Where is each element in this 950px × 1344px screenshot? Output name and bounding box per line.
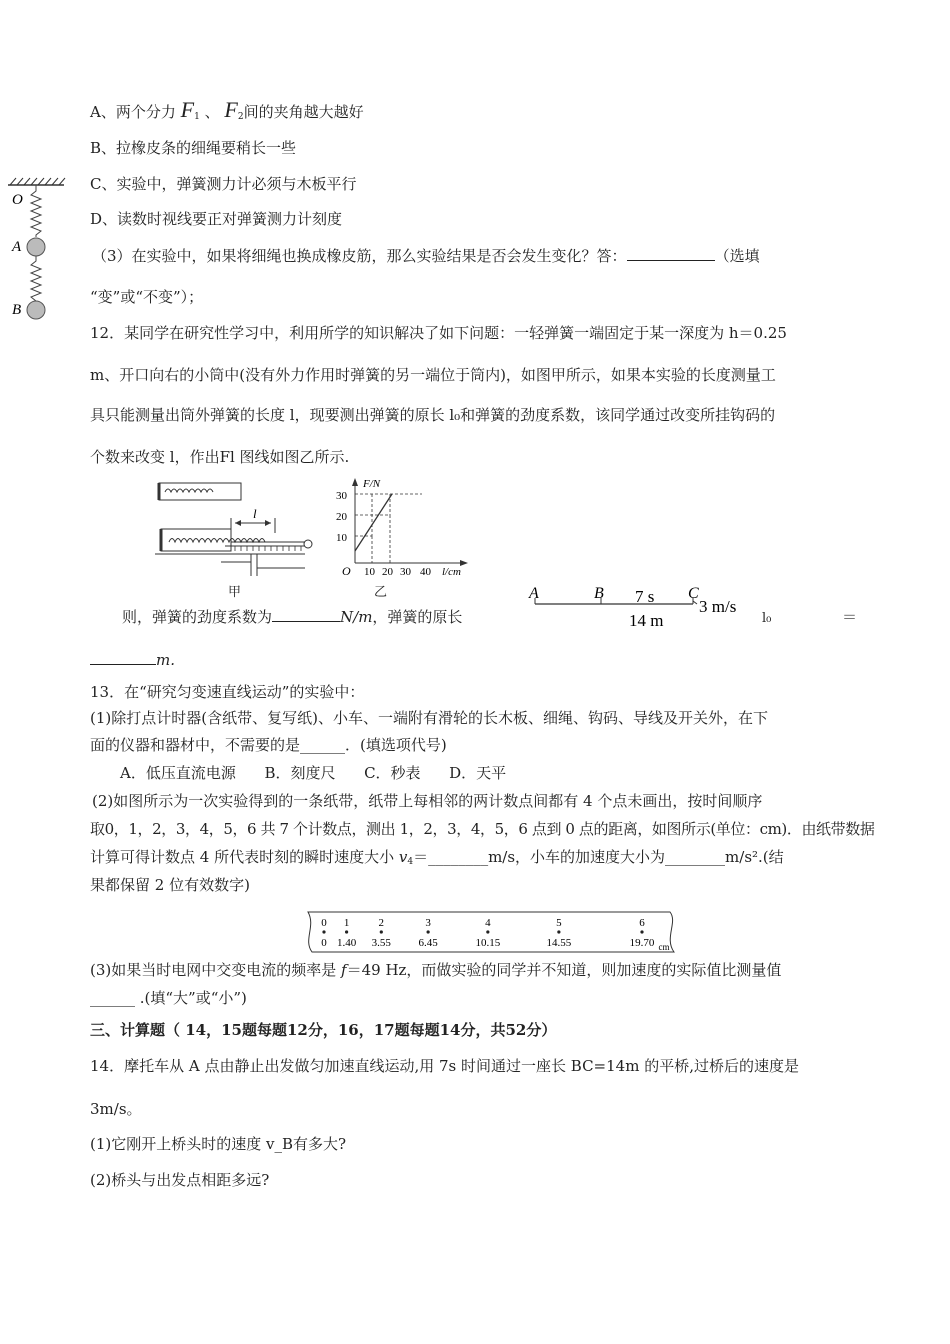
q11-part3-text: （3）在实验中，如果将细绳也换成橡皮筋，那么实验结果是否会发生变化？答： — [92, 247, 627, 265]
tape-distance-value: 10.15 — [475, 937, 501, 949]
tape-dot — [557, 930, 560, 933]
q13-options: A．低压直流电源 B．刻度尺 C．秒表 D．天平 — [120, 764, 507, 782]
stiffness-prompt: 则，弹簧的劲度系数为 — [122, 608, 273, 626]
length-blank — [90, 650, 156, 665]
q14-sub1: (1)它刚开上桥头时的速度 v_B有多大? — [90, 1135, 347, 1153]
v4-subscript: 4 — [407, 857, 414, 867]
y-tick-10: 10 — [336, 532, 347, 544]
equals-sign: ＝ — [842, 608, 858, 626]
q11-part3 — [92, 246, 760, 266]
section-3-title: 三、计算题（ 14，15题每题12分，16，17题每题14分，共52分） — [90, 1021, 557, 1039]
tape-distance-value: 1.40 — [336, 937, 357, 949]
tape-dot — [427, 930, 430, 933]
q13-part2-line3-b: ＝________m/s，小车的加速度大小为________m/s².(结 — [413, 848, 784, 866]
f2-subscript: 2 — [237, 112, 244, 122]
q12-line1: 12．某同学在研究性学习中，利用所学的知识解决了如下问题：一轻弹簧一端固定于某一深度为 h＝0.25 — [90, 324, 787, 342]
tape-point-label: 6 — [639, 917, 645, 929]
option-a — [90, 97, 364, 127]
option-c: C、实验中，弹簧测力计必须与木板平行 — [90, 175, 357, 193]
speed-label: 3 m/s — [699, 597, 737, 616]
tape-point-label: 0 — [321, 917, 327, 929]
tape-dot — [486, 930, 489, 933]
q13-part3-b: ＝49 Hz，而做实验的同学并不知道，则加速度的实际值比测量值 — [346, 961, 782, 979]
f1-subscript: 1 — [194, 112, 200, 122]
tape-point-label: 1 — [343, 917, 350, 929]
q13-part3-line1 — [90, 960, 781, 980]
f1-symbol: F — [180, 97, 195, 122]
option-d: D、读数时视线要正对弹簧测力计刻度 — [90, 210, 343, 228]
figure-jia-apparatus — [155, 478, 325, 578]
length-prompt: ，弹簧的原长 — [372, 608, 463, 626]
tape-distance-value: 0 — [321, 937, 327, 949]
option-a-prefix: A、两个分力 — [90, 103, 176, 121]
v4-symbol: v — [398, 848, 408, 866]
bridge-diagram — [525, 582, 755, 632]
frequency-symbol: f — [341, 961, 347, 979]
point-o-label: O — [12, 192, 23, 208]
paper-tape-figure — [298, 908, 686, 956]
q13-part2-line4: 果都保留 2 位有效数字) — [90, 876, 250, 894]
x-axis-label: l/cm — [442, 566, 461, 578]
length-l-label: l — [253, 506, 257, 521]
q13-title: 13．在“研究匀变速直线运动”的实验中： — [90, 683, 365, 701]
q12-line4: 个数来改变 l，作出Fl 图线如图乙所示. — [90, 448, 350, 466]
tape-dot — [322, 930, 325, 933]
time-label: 7 s — [635, 587, 655, 606]
spring-diagram — [0, 175, 70, 325]
tape-point-label: 2 — [378, 917, 385, 929]
q12-answer-line2 — [90, 650, 175, 670]
tape-distance-value: 6.45 — [418, 937, 438, 949]
point-a-label: A — [12, 239, 22, 255]
answer-blank — [627, 246, 715, 261]
q13-part1-line1: (1)除打点计时器(含纸带、复写纸)、小车、一端附有滑轮的长木板、细绳、钩码、导线及开关外，在下 — [90, 709, 768, 727]
tape-point-label: 3 — [425, 917, 431, 929]
q13-part2-line3 — [90, 847, 784, 872]
length-label: 14 m — [629, 611, 664, 630]
l0-symbol: l₀ — [762, 611, 772, 626]
q13-part3-a: (3)如果当时电网中交变电流的频率是 — [90, 961, 342, 979]
x-tick-30: 30 — [400, 566, 411, 578]
tape-dot — [640, 930, 643, 933]
stiffness-blank — [272, 607, 340, 622]
tape-unit-label: cm — [658, 942, 670, 952]
point-b-label: B — [594, 585, 604, 602]
x-tick-10: 10 — [364, 566, 375, 578]
q12-line3: 具只能测量出筒外弹簧的长度 l，现要测出弹簧的原长 l₀和弹簧的劲度系数，该同学通过改变所挂钩码的 — [90, 406, 776, 424]
q11-part3-tail: “变”或“不变”）； — [90, 288, 204, 306]
length-unit: m. — [156, 651, 175, 669]
origin-label: O — [342, 564, 351, 578]
q14-line1: 14．摩托车从 A 点由静止出发做匀加速直线运动,用 7s 时间通过一座长 BC=14m 的平桥,过桥后的速度是 — [90, 1057, 799, 1075]
point-c-label: C — [688, 585, 699, 602]
x-tick-20: 20 — [382, 566, 393, 578]
q13-part2-line2: 取0，1，2，3，4，5，6 共 7 个计数点，测出 1，2，3，4，5，6 点到 0 点的距离，如图所示(单位：cm)．由纸带数据 — [90, 820, 875, 838]
figure-jia-caption: 甲 — [228, 585, 242, 600]
tape-point-label: 5 — [556, 917, 562, 929]
option-a-suffix: 间的夹角越大越好 — [243, 103, 364, 121]
q12-line2: m、开口向右的小筒中(没有外力作用时弹簧的另一端位于筒内)，如图甲所示，如果本实验的长度测量工 — [90, 366, 776, 384]
option-b: B、拉橡皮条的细绳要稍长一些 — [90, 139, 297, 157]
point-a-label: A — [529, 585, 539, 602]
q14-line2: 3m/s。 — [90, 1100, 142, 1118]
f2-symbol: F — [224, 97, 238, 122]
figure-yi-graph — [330, 475, 480, 578]
q11-part3-choice: （选填 — [714, 247, 760, 265]
y-tick-20: 20 — [336, 511, 347, 523]
tape-point-label: 4 — [485, 917, 491, 929]
tape-dot — [345, 930, 348, 933]
q13-part1-line2: 面的仪器和器材中，不需要的是______．(填选项代号) — [90, 736, 447, 754]
y-axis-label: F/N — [363, 478, 381, 490]
tape-distance-value: 14.55 — [546, 937, 572, 949]
figure-yi-caption: 乙 — [374, 585, 388, 600]
tape-distance-value: 3.55 — [371, 937, 391, 949]
q13-part2-line1: (2)如图所示为一次实验得到的一条纸带，纸带上每相邻的两计数点间都有 4 个点未画出，按时间顺序 — [92, 792, 763, 810]
y-tick-30: 30 — [336, 490, 347, 502]
tape-dot — [380, 930, 383, 933]
point-b-label: B — [12, 302, 22, 318]
tape-distance-value: 19.70 — [629, 937, 655, 949]
q12-answer-line — [122, 607, 462, 627]
q14-sub2: (2)桥头与出发点相距多远? — [90, 1171, 270, 1189]
q13-part2-line3-a: 计算可得计数点 4 所代表时刻的瞬时速度大小 — [90, 848, 399, 866]
option-a-separator: 、 — [204, 103, 220, 121]
stiffness-unit: N/m — [340, 608, 373, 626]
x-tick-40: 40 — [420, 566, 431, 578]
q13-part3-line2: ______ .(填“大”或“小”) — [90, 989, 247, 1007]
